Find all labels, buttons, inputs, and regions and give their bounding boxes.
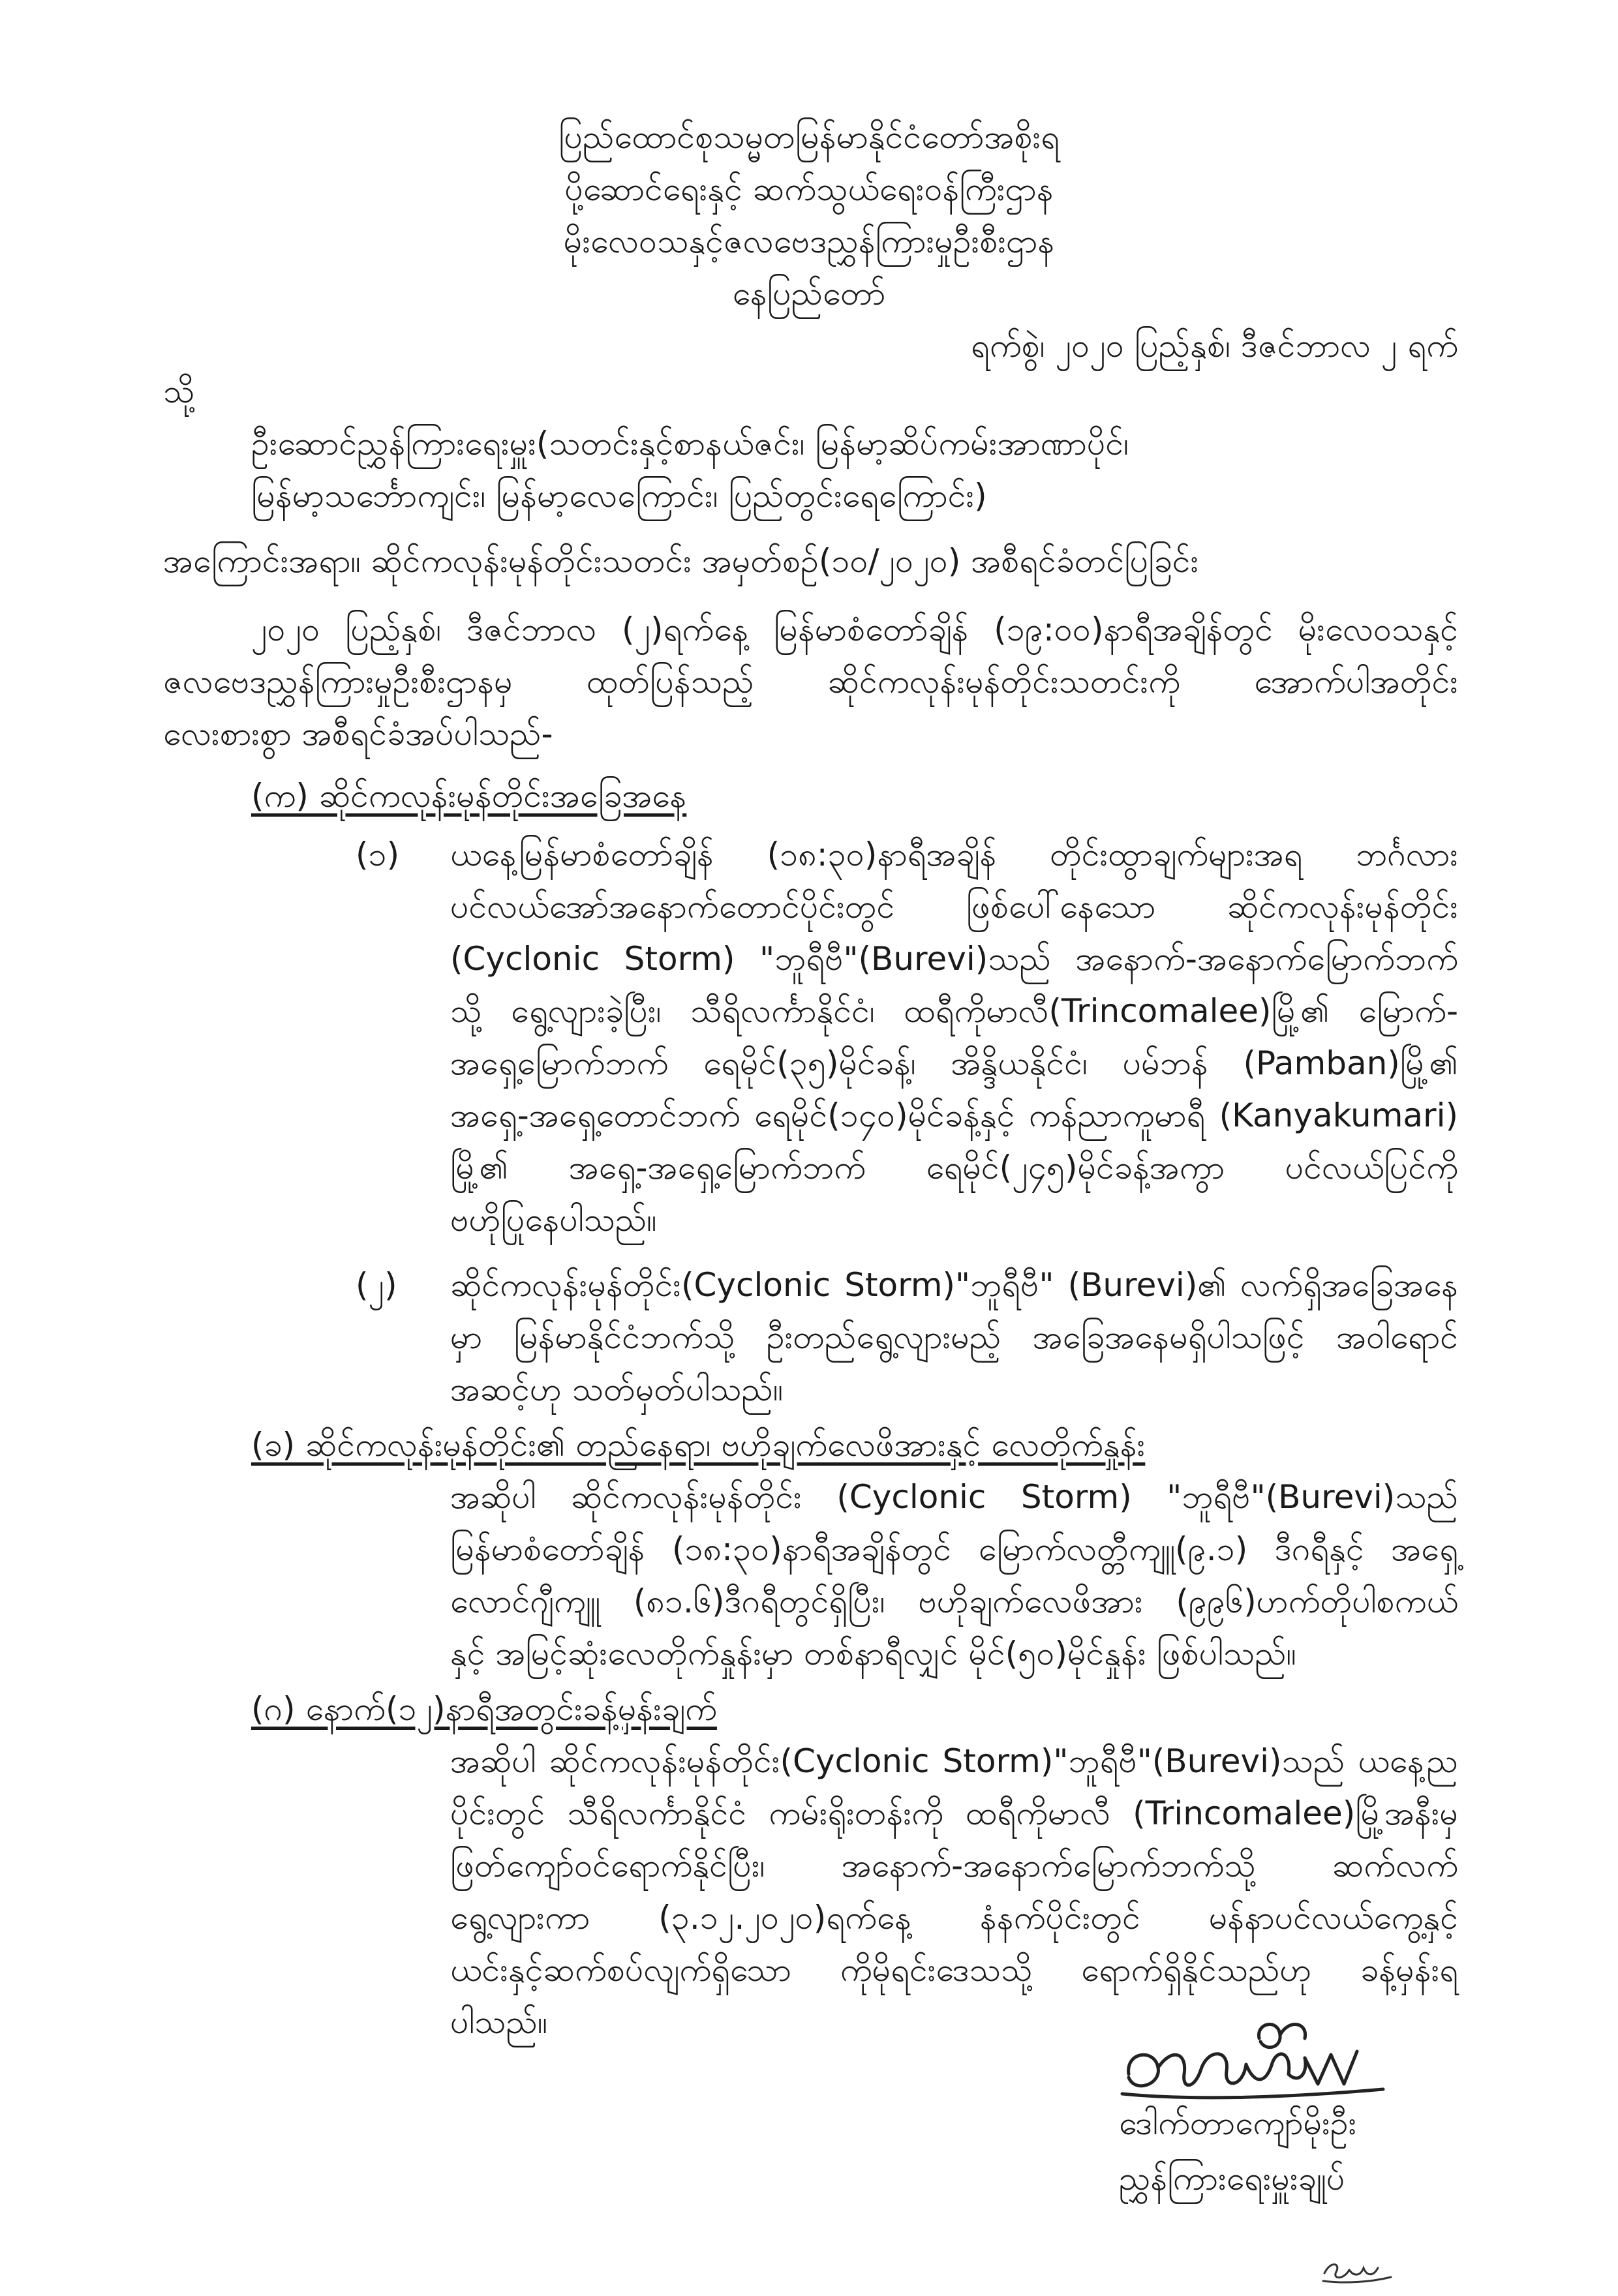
intro-line-1: ၂၀၂၀ ပြည့်နှစ်၊ ဒီဇင်ဘာလ (၂)ရက်နေ့ မြန်မာစံတော်ချိန် (၁၉:၀၀)နာရီအချိန်တွင် မိုးလေဝသနှင့် bbox=[251, 611, 1458, 648]
header-department: မိုးလေဝသနှင့်ဇလဗေဒညွှန်ကြားမှုဦးစီးဌာန bbox=[563, 222, 1055, 260]
date-line: ရက်စွဲ၊ ၂၀၂၀ ပြည့်နှစ်၊ ဒီဇင်ဘာလ ၂ ရက် bbox=[971, 327, 1458, 365]
header-city: နေပြည်တော် bbox=[732, 275, 886, 312]
section-ka-item-1-line: (Cyclonic Storm) "ဘူရီဗီ"(Burevi)သည် အနောက်-အနောက်မြောက်ဘက် bbox=[450, 940, 1458, 978]
handwritten-initials bbox=[1318, 2254, 1396, 2286]
section-ka-item-1-line: ပင်လယ်အော်အနောက်တောင်ပိုင်းတွင် ဖြစ်ပေါ်နေသော ဆိုင်ကလုန်းမုန်တိုင်း bbox=[450, 888, 1458, 926]
section-ga-line: ရွေ့လျားကာ (၃.၁၂.၂၀၂၀)ရက်နေ့ နံနက်ပိုင်းတွင် မန်နာပင်လယ်ကွေ့နှင့် bbox=[450, 1899, 1458, 1937]
intro-line-3: လေးစားစွာ အစီရင်ခံအပ်ပါသည်- bbox=[163, 715, 553, 753]
header-ministry: ပို့ဆောင်ရေးနှင့် ဆက်သွယ်ရေးဝန်ကြီးဌာန bbox=[564, 170, 1054, 208]
signatory-name: ဒေါက်တာကျော်မိုးဦး bbox=[1119, 2104, 1357, 2142]
handwritten-signature bbox=[1109, 2012, 1396, 2110]
section-ka-item-1-line: ဗဟိုပြုနေပါသည်။ bbox=[450, 1201, 657, 1239]
section-ga-heading: (ဂ) နောက်(၁၂)နာရီအတွင်းခန့်မှန်းချက် bbox=[251, 1690, 717, 1728]
section-ka-item-2-number: (၂) bbox=[356, 1266, 397, 1304]
section-ga-line: ယင်းနှင့်ဆက်စပ်လျက်ရှိသော ကိုမိုရင်းဒေသသို့ ရောက်ရှိနိုင်သည်ဟု ခန့်မှန်းရ bbox=[450, 1951, 1458, 1989]
section-ka-item-1-line: အရှေ့မြောက်ဘက် ရေမိုင်(၃၅)မိုင်ခန့်၊ အိန္ဒိယနိုင်ငံ၊ ပမ်ဘန် (Pamban)မြို့၏ bbox=[450, 1044, 1458, 1082]
section-kha-line: မြန်မာစံတော်ချိန် (၁၈:၃၀)နာရီအချိန်တွင် မြောက်လတ္တီကျူ(၉.၁) ဒီဂရီနှင့် အရှေ့ bbox=[450, 1530, 1458, 1568]
recipients-line-1: ဦးဆောင်ညွှန်ကြားရေးမှူး(သတင်းနှင့်စာနယ်ဇင်း၊ မြန်မာ့ဆိပ်ကမ်းအာဏာပိုင်၊ bbox=[251, 425, 1129, 462]
section-kha-heading: (ခ) ဆိုင်ကလုန်းမုန်တိုင်း၏ တည်နေရာ၊ ဗဟိုချက်လေဖိအားနှင့် လေတိုက်နှုန်း bbox=[251, 1426, 1146, 1464]
section-ka-item-2-line: မှာ မြန်မာနိုင်ငံဘက်သို့ ဦးတည်ရွေ့လျားမည့် အခြေအနေမရှိပါသဖြင့် အဝါရောင် bbox=[450, 1318, 1458, 1356]
section-kha-line: အဆိုပါ ဆိုင်ကလုန်းမုန်တိုင်း (Cyclonic Storm) "ဘူရီဗီ"(Burevi)သည် bbox=[450, 1478, 1458, 1516]
section-ga-line: ပိုင်းတွင် သီရိလင်္ကာနိုင်ငံ ကမ်းရိုးတန်းကို ထရီကိုမာလီ (Trincomalee)မြို့အနီးမှ bbox=[450, 1794, 1458, 1832]
section-ka-item-2-line: ဆိုင်ကလုန်းမုန်တိုင်း(Cyclonic Storm)"ဘူရီဗီ" (Burevi)၏ လက်ရှိအခြေအနေ bbox=[450, 1266, 1458, 1304]
intro-line-2: ဇလဗေဒညွှန်ကြားမှုဦးစီးဌာနမှ ထုတ်ပြန်သည့် ဆိုင်ကလုန်းမုန်တိုင်းသတင်းကို အောက်ပါအတိုင်း bbox=[163, 663, 1458, 701]
recipients-line-2: မြန်မာ့သင်္ဘောကျင်း၊ မြန်မာ့လေကြောင်း၊ ပြည်တွင်းရေကြောင်း) bbox=[251, 477, 987, 515]
section-ka-item-1-line: ယနေ့မြန်မာစံတော်ချိန် (၁၈:၃၀)နာရီအချိန် တိုင်းထွာချက်များအရ ဘင်္ဂလား bbox=[450, 836, 1458, 873]
header-government: ပြည်ထောင်စုသမ္မတမြန်မာနိုင်ငံတော်အစိုးရ bbox=[558, 118, 1060, 156]
section-ka-heading: (က) ဆိုင်ကလုန်းမုန်တိုင်းအခြေအနေ bbox=[251, 777, 687, 815]
section-ka-item-1-number: (၁) bbox=[356, 836, 400, 873]
subject-line: အကြောင်းအရာ။ ဆိုင်ကလုန်းမုန်တိုင်းသတင်း အမှတ်စဉ်(၁၀/၂၀၂၀) အစီရင်ခံတင်ပြခြင်း bbox=[163, 542, 1199, 580]
section-ka-item-1-line: သို့ ရွေ့လျားခဲ့ပြီး၊ သီရိလင်္ကာနိုင်ငံ၊ ထရီကိုမာလီ(Trincomalee)မြို့၏ မြောက်- bbox=[450, 992, 1458, 1030]
section-ga-line: အဆိုပါ ဆိုင်ကလုန်းမုန်တိုင်း(Cyclonic Storm)"ဘူရီဗီ"(Burevi)သည် ယနေ့ည bbox=[450, 1742, 1458, 1780]
section-kha-line: နှင့် အမြင့်ဆုံးလေတိုက်နှုန်းမှာ တစ်နာရီလျှင် မိုင်(၅၀)မိုင်နှုန်း ဖြစ်ပါသည်။ bbox=[450, 1635, 1296, 1672]
section-ka-item-1-line: အရှေ့-အရှေ့တောင်ဘက် ရေမိုင်(၁၄၀)မိုင်ခန့်နှင့် ကန်ညာကူမာရီ (Kanyakumari) bbox=[450, 1096, 1458, 1134]
section-ga-line: ပါသည်။ bbox=[450, 2003, 547, 2041]
signatory-title: ညွှန်ကြားရေးမှူးချုပ် bbox=[1119, 2160, 1345, 2198]
section-ka-item-1-line: မြို့၏ အရှေ့-အရှေ့မြောက်ဘက် ရေမိုင်(၂၄၅)မိုင်ခန့်အကွာ ပင်လယ်ပြင်ကို bbox=[450, 1149, 1458, 1186]
section-ga-line: ဖြတ်ကျော်ဝင်ရောက်နိုင်ပြီး၊ အနောက်-အနောက်မြောက်ဘက်သို့ ဆက်လက် bbox=[450, 1847, 1458, 1884]
section-kha-line: လောင်ဂျီကျူ (၈၁.၆)ဒီဂရီတွင်ရှိပြီး၊ ဗဟိုချက်လေဖိအား (၉၉၆)ဟက်တိုပါစကယ် bbox=[450, 1582, 1458, 1620]
to-label: သို့ bbox=[163, 372, 195, 410]
section-ka-item-2-line: အဆင့်ဟု သတ်မှတ်ပါသည်။ bbox=[450, 1370, 784, 1408]
